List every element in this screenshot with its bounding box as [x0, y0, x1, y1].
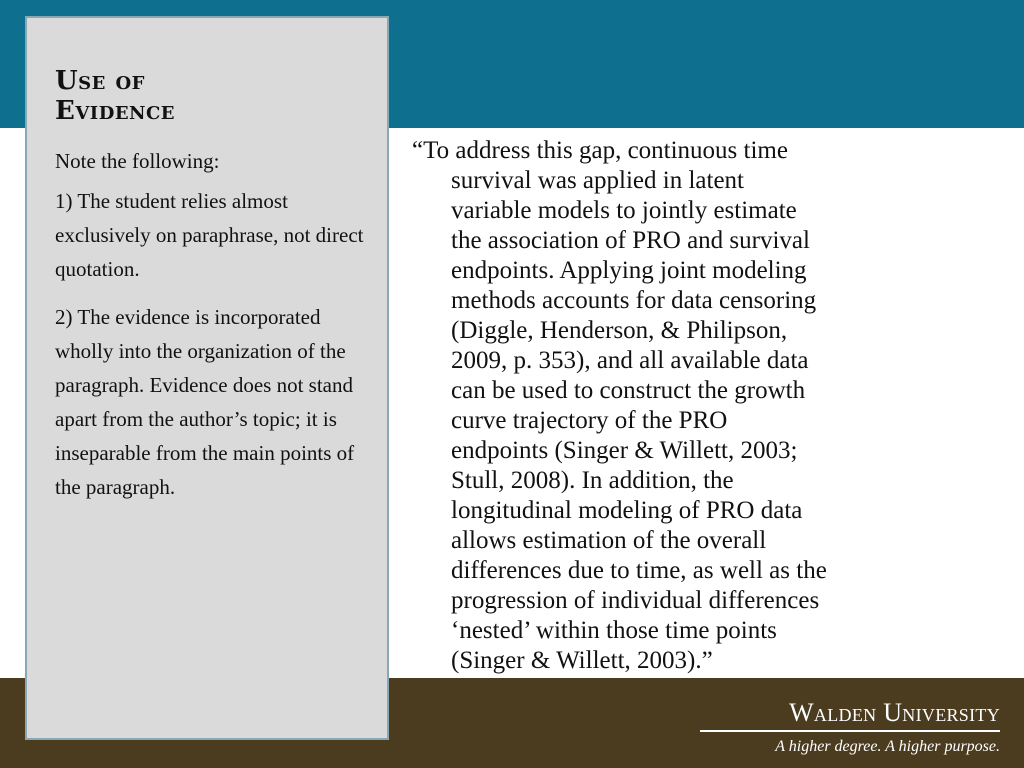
notes-panel	[25, 16, 389, 740]
quote-line: endpoints. Applying joint modeling	[451, 257, 807, 284]
quote-line: (Singer & Willett, 2003).”	[451, 647, 713, 674]
quote-line: endpoints (Singer & Willett, 2003;	[451, 437, 798, 464]
university-logo	[700, 698, 1000, 758]
quote-line: allows estimation of the overall	[451, 527, 767, 554]
quote-line: differences due to time, as well as the	[451, 557, 827, 584]
quote-line: curve trajectory of the PRO	[451, 407, 728, 434]
university-name: Walden University	[700, 698, 1000, 732]
quote-line: can be used to construct the growth	[451, 377, 806, 404]
quote-line: (Diggle, Henderson, & Philipson,	[451, 317, 788, 344]
quote-line: methods accounts for data censoring	[451, 287, 817, 314]
slide-title	[55, 66, 365, 126]
slide-title-line-1: Use of	[55, 66, 145, 96]
slide-title-line-2: Evidence	[55, 96, 176, 126]
notes-point-2: 2) The evidence is incorporated wholly into the organization of the paragraph. Evidence does not stand apart from the author’s topic; it is inseparable from the main points of the paragraph.	[55, 305, 355, 499]
quote-line: 2009, p. 353), and all available data	[451, 347, 809, 374]
notes-point-1: 1) The student relies almost exclusively on paraphrase, not direct quotation.	[55, 189, 364, 281]
quote-line: survival was applied in latent	[451, 167, 744, 194]
quote-line: the association of PRO and survival	[451, 227, 810, 254]
university-tagline: A higher degree. A higher purpose.	[775, 738, 1000, 755]
quote-line: ‘nested’ within those time points	[451, 617, 777, 644]
quote-line: Stull, 2008). In addition, the	[451, 467, 734, 494]
quote-line: longitudinal modeling of PRO data	[451, 497, 803, 524]
notes-text	[55, 144, 365, 504]
quote-line: variable models to jointly estimate	[451, 197, 797, 224]
notes-intro: Note the following:	[55, 149, 220, 173]
quote-line: progression of individual differences	[451, 587, 820, 614]
quote-line: “To address this gap, continuous time	[412, 137, 788, 164]
quoted-passage	[412, 136, 972, 676]
